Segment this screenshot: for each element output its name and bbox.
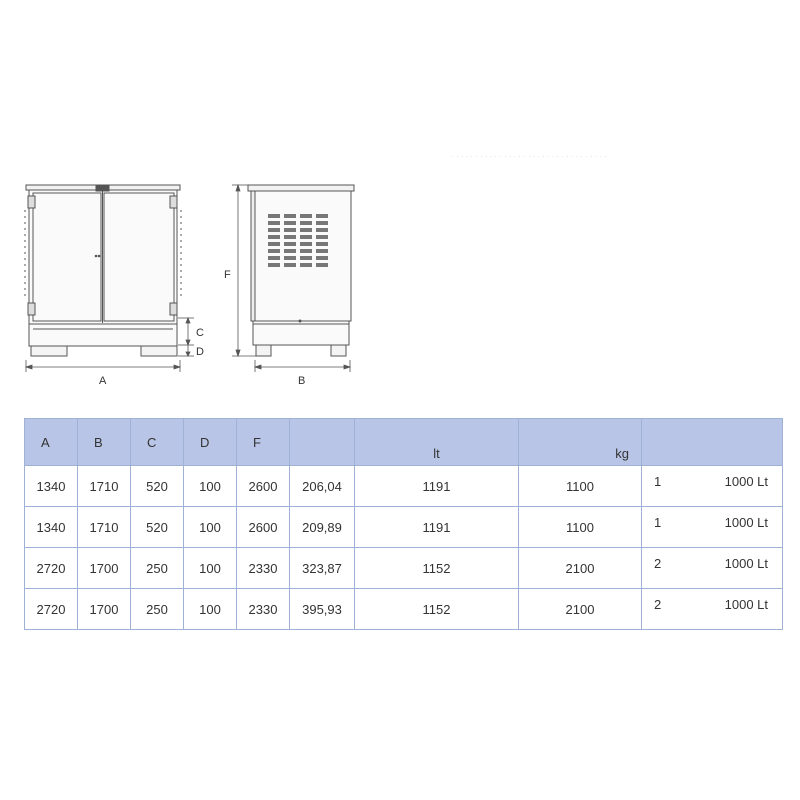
dimension-b xyxy=(255,360,350,372)
vent-slot xyxy=(268,249,280,253)
table-header-row xyxy=(25,419,783,466)
front-view xyxy=(25,185,181,356)
header-c: C xyxy=(131,419,184,466)
header-b: B xyxy=(78,419,131,466)
cell-kg: 1100 xyxy=(519,507,642,548)
vent-slot xyxy=(268,242,280,246)
vent-slot xyxy=(316,263,328,267)
cell-a: 1340 xyxy=(25,507,78,548)
header-weight xyxy=(290,419,355,466)
cell-b: 1710 xyxy=(78,466,131,507)
cell-b: 1710 xyxy=(78,507,131,548)
vent-slot xyxy=(316,256,328,260)
tank-quantity: 1 xyxy=(654,474,662,489)
specification-table xyxy=(24,418,783,630)
cell-kg: 2100 xyxy=(519,589,642,630)
cell-f: 2330 xyxy=(237,589,290,630)
vent-slot xyxy=(284,235,296,239)
vent-slot xyxy=(300,256,312,260)
tank-capacity: 1000 Lt xyxy=(724,597,768,612)
vent-slot xyxy=(316,249,328,253)
vent-slot xyxy=(268,263,280,267)
cell-c: 520 xyxy=(131,466,184,507)
vent-slot xyxy=(300,249,312,253)
cell-c: 520 xyxy=(131,507,184,548)
dimension-a-label: A xyxy=(99,375,107,387)
cell-f: 2600 xyxy=(237,507,290,548)
cell-tank-config xyxy=(642,507,783,548)
cell-lt: 1191 xyxy=(355,466,519,507)
dimension-b-label: B xyxy=(298,375,306,387)
cell-kg: 2100 xyxy=(519,548,642,589)
vent-slot xyxy=(316,235,328,239)
faint-caption: . . . . . . . . . . . . . . . . . . . . . . . . . . . . . . . . . xyxy=(452,153,608,159)
vent-slot xyxy=(284,242,296,246)
cell-weight: 395,93 xyxy=(290,589,355,630)
cell-lt: 1191 xyxy=(355,507,519,548)
dimension-c-d xyxy=(178,318,194,356)
dimension-c-label: C xyxy=(196,327,204,339)
vent-slot xyxy=(268,221,280,225)
vent-slot xyxy=(316,221,328,225)
vent-slot xyxy=(300,235,312,239)
cell-a: 2720 xyxy=(25,589,78,630)
header-a: A xyxy=(25,419,78,466)
vent-slot xyxy=(316,228,328,232)
vent-slot xyxy=(284,228,296,232)
vent-slot xyxy=(268,256,280,260)
vent-slot xyxy=(268,214,280,218)
tank-capacity: 1000 Lt xyxy=(724,515,768,530)
tank-quantity: 1 xyxy=(654,515,662,530)
cell-b: 1700 xyxy=(78,589,131,630)
dimension-f-label: F xyxy=(224,269,231,281)
header-capacity xyxy=(642,419,783,466)
table-row xyxy=(25,589,783,630)
cell-tank-config xyxy=(642,589,783,630)
cell-d: 100 xyxy=(184,548,237,589)
cell-kg: 1100 xyxy=(519,466,642,507)
side-view xyxy=(248,185,354,356)
cell-a: 2720 xyxy=(25,548,78,589)
cell-f: 2330 xyxy=(237,548,290,589)
cell-d: 100 xyxy=(184,507,237,548)
vent-slot xyxy=(284,263,296,267)
vent-slot xyxy=(300,242,312,246)
cell-weight: 323,87 xyxy=(290,548,355,589)
dimension-d-label: D xyxy=(196,346,204,358)
cell-tank-config xyxy=(642,466,783,507)
dimension-a xyxy=(26,360,180,372)
header-d: D xyxy=(184,419,237,466)
vent-slot xyxy=(300,228,312,232)
tank-quantity: 2 xyxy=(654,556,662,571)
cell-d: 100 xyxy=(184,589,237,630)
vent-slot xyxy=(300,263,312,267)
vent-slot xyxy=(300,221,312,225)
cell-lt: 1152 xyxy=(355,548,519,589)
vent-slot xyxy=(316,242,328,246)
vent-slot xyxy=(284,249,296,253)
cell-lt: 1152 xyxy=(355,589,519,630)
header-f: F xyxy=(237,419,290,466)
header-kg: kg xyxy=(519,419,642,466)
cell-d: 100 xyxy=(184,466,237,507)
cell-f: 2600 xyxy=(237,466,290,507)
cell-c: 250 xyxy=(131,589,184,630)
cell-a: 1340 xyxy=(25,466,78,507)
tank-capacity: 1000 Lt xyxy=(724,556,768,571)
table-row xyxy=(25,507,783,548)
cell-weight: 209,89 xyxy=(290,507,355,548)
cell-weight: 206,04 xyxy=(290,466,355,507)
cell-c: 250 xyxy=(131,548,184,589)
cell-tank-config xyxy=(642,548,783,589)
vent-slot xyxy=(316,214,328,218)
tank-quantity: 2 xyxy=(654,597,662,612)
vent-slot xyxy=(268,235,280,239)
vent-slot xyxy=(284,256,296,260)
vent-slot xyxy=(268,228,280,232)
header-lt: lt xyxy=(355,419,519,466)
vent-slot xyxy=(300,214,312,218)
table-row xyxy=(25,466,783,507)
cell-b: 1700 xyxy=(78,548,131,589)
table-row xyxy=(25,548,783,589)
vent-slot xyxy=(284,221,296,225)
tank-capacity: 1000 Lt xyxy=(724,474,768,489)
vent-slot xyxy=(284,214,296,218)
